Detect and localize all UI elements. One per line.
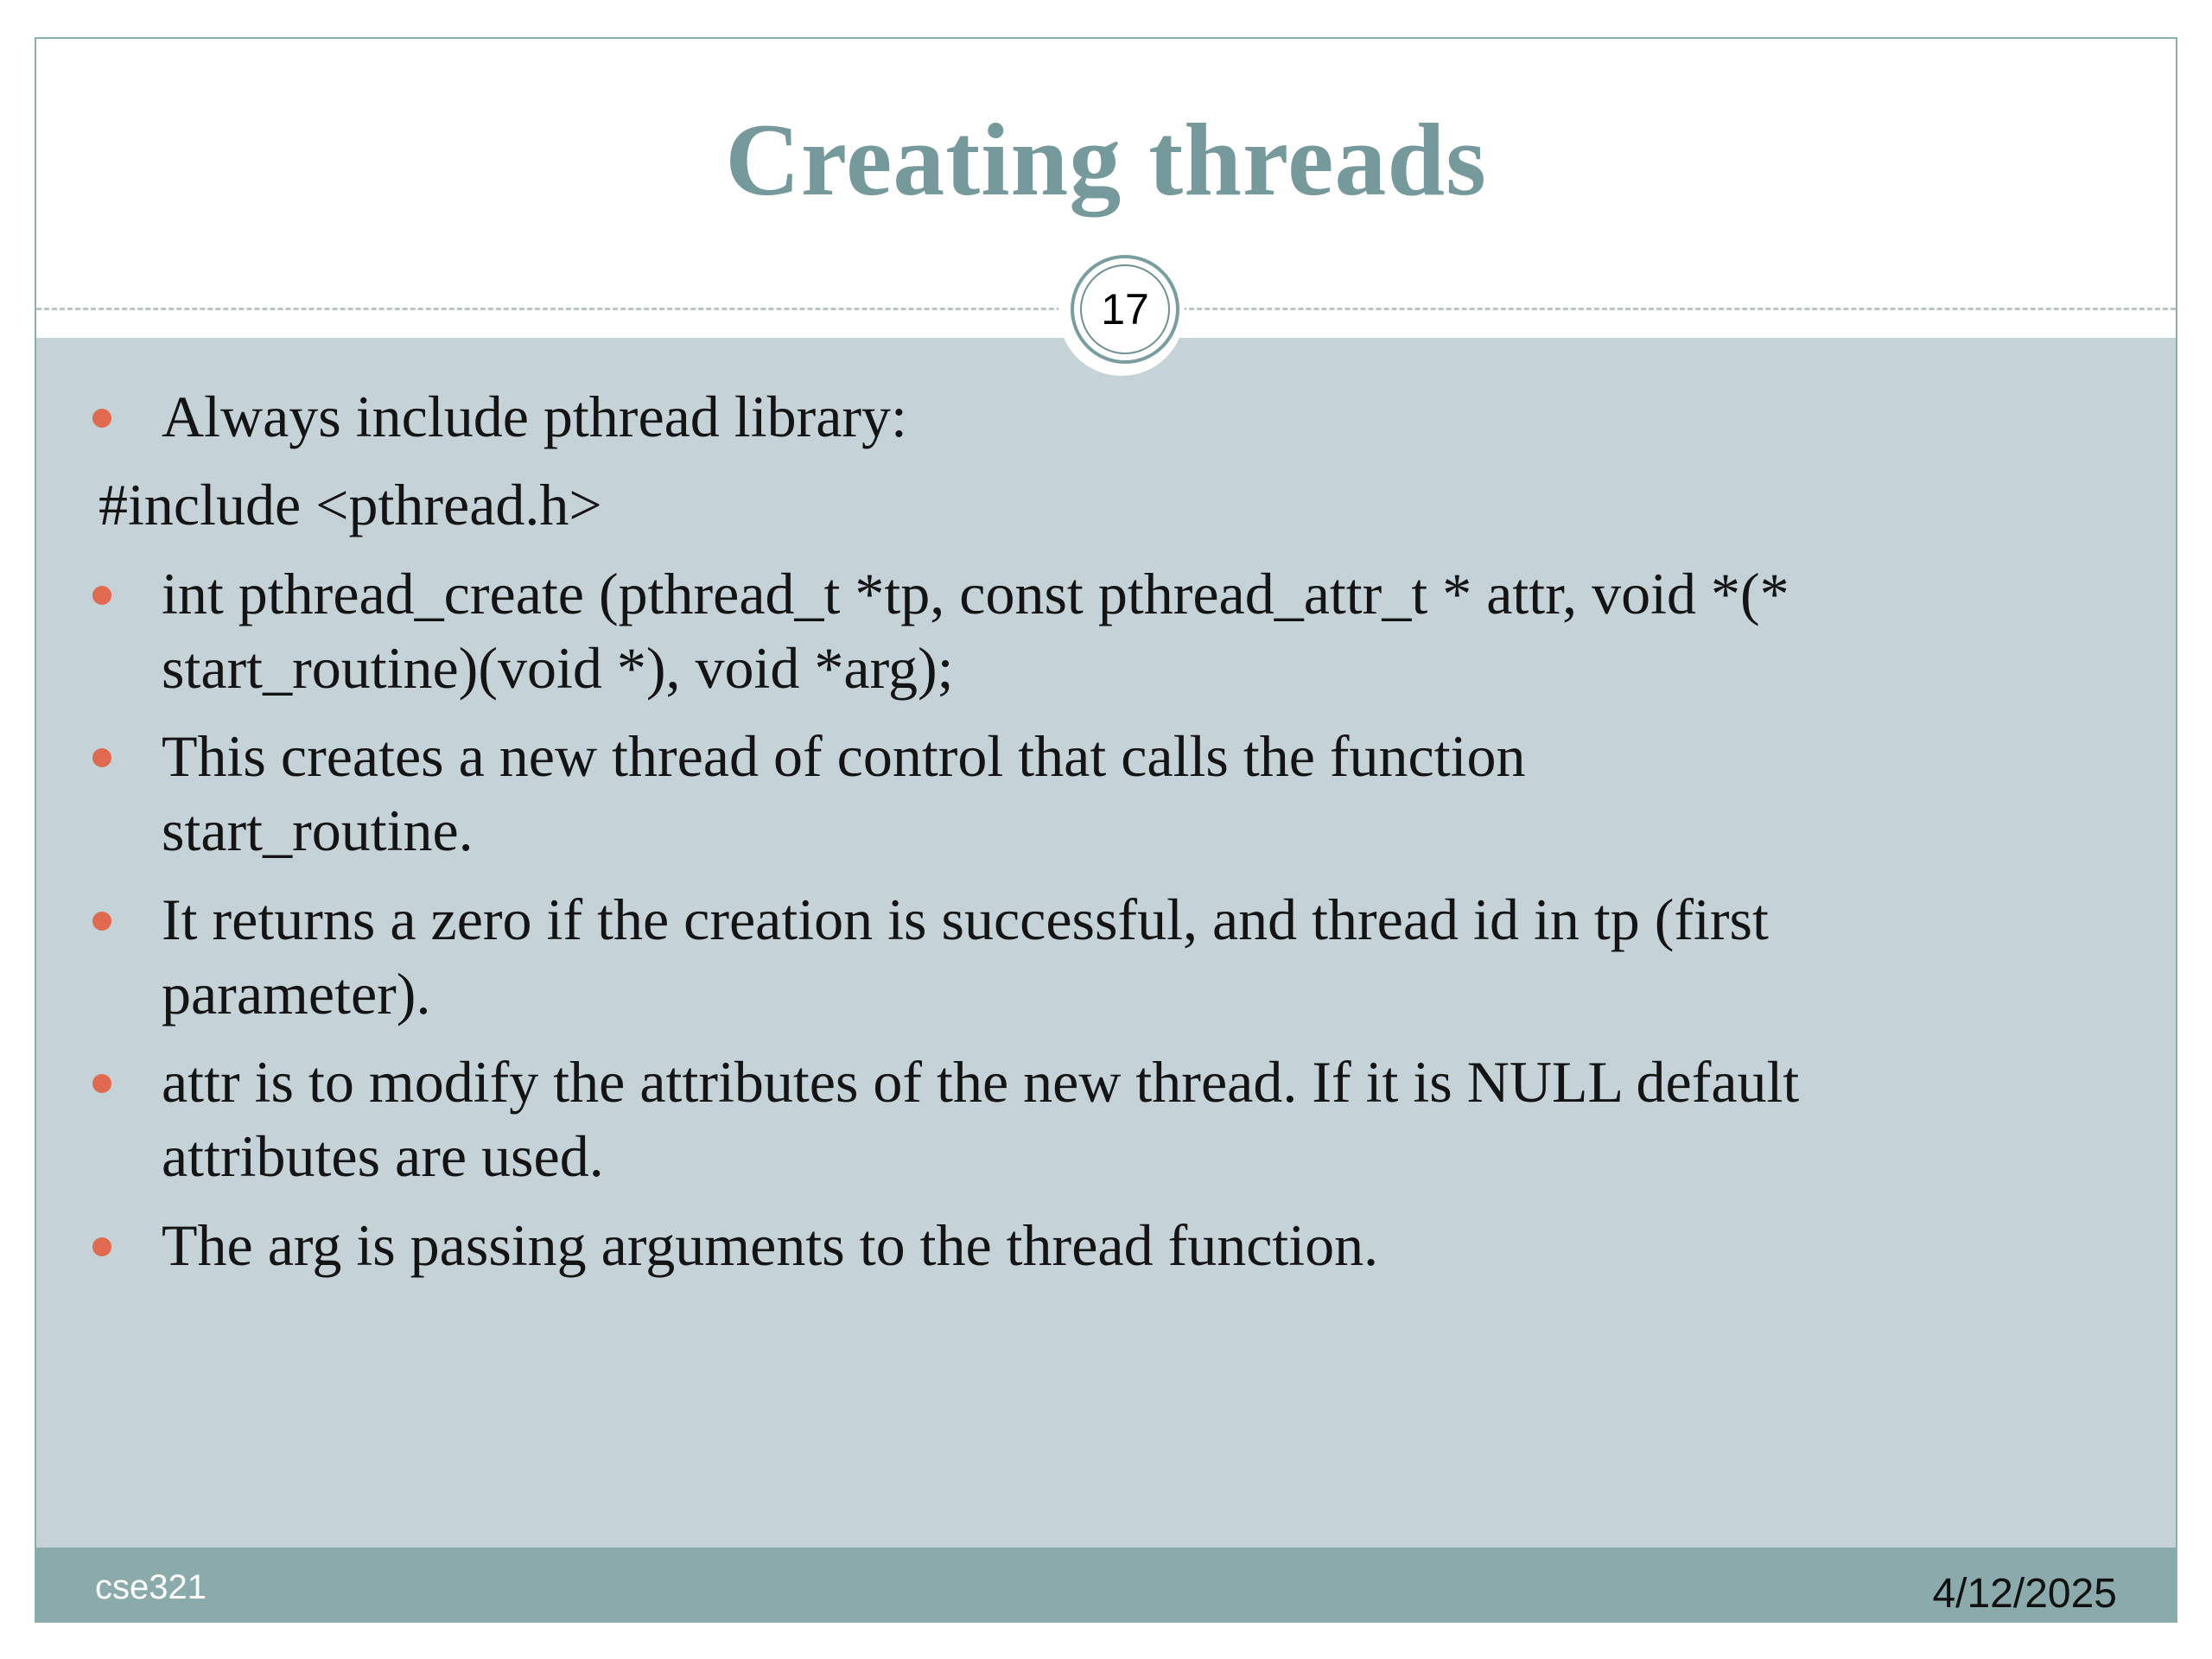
- bullet-line: It returns a zero if the creation is successful, and thread id in tp (first: [162, 887, 1769, 952]
- content-area: [36, 338, 2176, 1548]
- bullet-dot-icon: [92, 409, 111, 428]
- bullet-item: [162, 719, 2114, 868]
- bullet-item: [162, 1208, 2114, 1282]
- bullet-dot-icon: [92, 1237, 111, 1256]
- footer: [36, 1548, 2176, 1623]
- footer-course: cse321: [95, 1568, 207, 1606]
- bullet-dot-icon: [92, 748, 111, 767]
- bullet-text: Always include pthread library:: [162, 384, 907, 449]
- bullet-line: parameter).: [162, 961, 431, 1027]
- bullet-item: [162, 556, 2114, 705]
- bullet-dot-icon: [92, 1074, 111, 1093]
- footer-date: 4/12/2025: [1932, 1571, 2117, 1617]
- code-line: #include <pthread.h>: [99, 472, 602, 537]
- bullet-item: [162, 882, 2114, 1031]
- bullet-line: start_routine.: [162, 798, 474, 863]
- slide-number: 17: [1080, 264, 1170, 354]
- bullet-dot-icon: [92, 586, 111, 605]
- bullet-line: int pthread_create (pthread_t *tp, const pthread_attr_t * attr, void *(*: [162, 561, 1789, 626]
- bullet-line: This creates a new thread of control that calls the function: [162, 723, 1526, 789]
- bullet-line: attributes are used.: [162, 1123, 604, 1189]
- bullet-item: [162, 379, 2114, 454]
- bullet-text: The arg is passing arguments to the thread function.: [162, 1212, 1379, 1278]
- slide: [35, 37, 2177, 1623]
- slide-title: Creating threads: [725, 102, 1487, 217]
- bullet-dot-icon: [92, 912, 111, 931]
- bullet-line: attr is to modify the attributes of the new thread. If it is NULL default: [162, 1049, 1800, 1115]
- bullet-line: start_routine)(void *), void *arg);: [162, 635, 954, 701]
- bullet-item: [162, 1045, 2114, 1193]
